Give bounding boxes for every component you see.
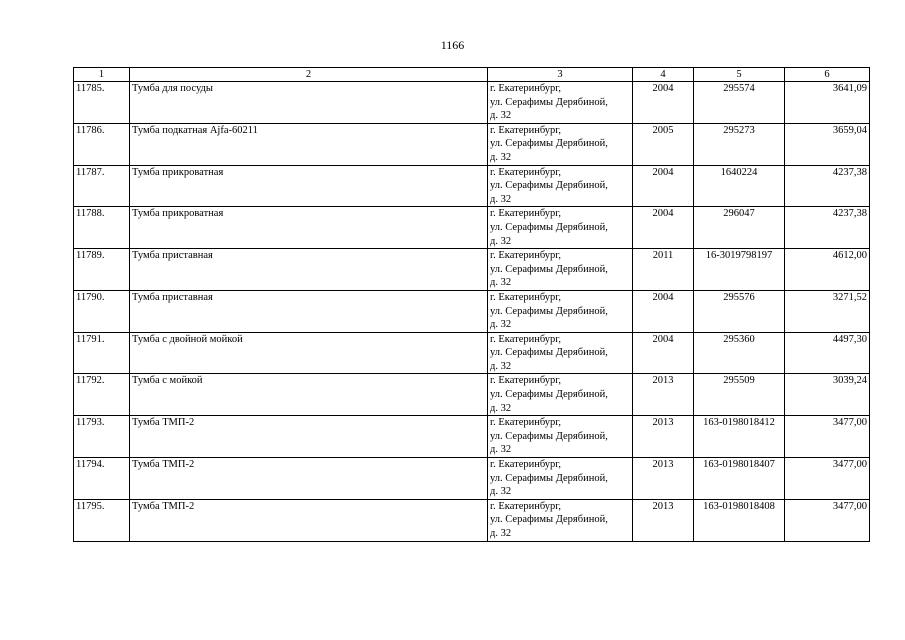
year-cell: 2011 xyxy=(633,249,694,291)
item-name-cell: Тумба для посуды xyxy=(130,82,488,124)
address-line: г. Екатеринбург, xyxy=(490,83,562,94)
row-number-cell: 11794. xyxy=(74,458,130,500)
address-line: ул. Серафимы Дерябиной, xyxy=(490,180,608,192)
cost-cell: 4497,30 xyxy=(785,332,870,374)
address-line: ул. Серафимы Дерябиной, xyxy=(490,221,608,233)
row-number-cell: 11793. xyxy=(74,416,130,458)
address-line: г. Екатеринбург, xyxy=(490,208,562,220)
address-line: д. 32 xyxy=(490,528,512,539)
table-row xyxy=(74,82,870,124)
inventory-number-cell: 295576 xyxy=(694,290,785,332)
address-line: д. 32 xyxy=(490,319,512,331)
address-line: г. Екатеринбург, xyxy=(490,124,562,136)
column-header-4: 4 xyxy=(633,68,694,82)
address-line: д. 32 xyxy=(490,360,512,372)
address-cell xyxy=(488,165,633,207)
inventory-number-cell: 295360 xyxy=(694,332,785,374)
address-cell xyxy=(488,458,633,500)
item-name-cell: Тумба с мойкой xyxy=(130,374,488,416)
table-row xyxy=(74,249,870,291)
year-cell: 2004 xyxy=(633,82,694,124)
row-number-cell: 11786. xyxy=(74,123,130,165)
row-number-cell: 11791. xyxy=(74,332,130,374)
year-cell: 2004 xyxy=(633,332,694,374)
year-cell: 2005 xyxy=(633,123,694,165)
inventory-number-cell: 295509 xyxy=(694,374,785,416)
inventory-number-cell: 163-0198018408 xyxy=(694,499,785,541)
address-line: ул. Серафимы Дерябиной, xyxy=(490,305,608,317)
address-line: ул. Серафимы Дерябиной, xyxy=(490,263,608,275)
address-line: ул. Серафимы Дерябиной, xyxy=(490,514,608,526)
address-line: г. Екатеринбург, xyxy=(490,459,562,471)
row-number-cell: 11792. xyxy=(74,374,130,416)
column-number-row xyxy=(74,68,870,82)
item-name-cell: Тумба подкатная Ajfa-60211 xyxy=(130,123,488,165)
address-cell xyxy=(488,123,633,165)
column-header-1: 1 xyxy=(74,68,130,82)
address-cell xyxy=(488,332,633,374)
item-name-cell: Тумба с двойной мойкой xyxy=(130,332,488,374)
cost-cell: 3039,24 xyxy=(785,374,870,416)
inventory-number-cell: 16-3019798197 xyxy=(694,249,785,291)
address-line: д. 32 xyxy=(490,193,512,205)
page-number: 1166 xyxy=(440,38,465,52)
row-number-cell: 11787. xyxy=(74,165,130,207)
address-line: г. Екатеринбург, xyxy=(490,250,562,262)
address-cell xyxy=(488,416,633,458)
year-cell: 2004 xyxy=(633,290,694,332)
item-name-cell: Тумба ТМП-2 xyxy=(130,458,488,500)
table-row xyxy=(74,499,870,541)
address-line: д. 32 xyxy=(490,110,512,122)
address-line: д. 32 xyxy=(490,402,512,414)
row-number-cell: 11788. xyxy=(74,207,130,249)
address-line: д. 32 xyxy=(490,486,512,498)
year-cell: 2004 xyxy=(633,207,694,249)
table-row xyxy=(74,374,870,416)
address-cell xyxy=(488,290,633,332)
cost-cell: 4612,00 xyxy=(785,249,870,291)
item-name-cell: Тумба приставная xyxy=(130,249,488,291)
inventory-number-cell: 163-0198018412 xyxy=(694,416,785,458)
item-name-cell: Тумба прикроватная xyxy=(130,207,488,249)
address-cell xyxy=(488,249,633,291)
address-cell xyxy=(488,207,633,249)
year-cell: 2004 xyxy=(633,165,694,207)
column-header-2: 2 xyxy=(130,68,488,82)
table-row xyxy=(74,207,870,249)
column-header-3: 3 xyxy=(488,68,633,82)
item-name-cell: Тумба приставная xyxy=(130,290,488,332)
address-line: г. Екатеринбург, xyxy=(490,291,562,303)
address-line: ул. Серафимы Дерябиной, xyxy=(490,347,608,359)
cost-cell: 3477,00 xyxy=(785,458,870,500)
address-line: ул. Серафимы Дерябиной, xyxy=(490,389,608,401)
inventory-number-cell: 295574 xyxy=(694,82,785,124)
address-line: д. 32 xyxy=(490,444,512,456)
address-line: д. 32 xyxy=(490,277,512,289)
cost-cell: 4237,38 xyxy=(785,165,870,207)
row-number-cell: 11790. xyxy=(74,290,130,332)
year-cell: 2013 xyxy=(633,458,694,500)
table-row xyxy=(74,332,870,374)
cost-cell: 3477,00 xyxy=(785,499,870,541)
year-cell: 2013 xyxy=(633,416,694,458)
item-name-cell: Тумба ТМП-2 xyxy=(130,499,488,541)
inventory-number-cell: 1640224 xyxy=(694,165,785,207)
address-line: ул. Серафимы Дерябиной, xyxy=(490,472,608,484)
address-line: г. Екатеринбург, xyxy=(490,500,562,512)
table-row xyxy=(74,123,870,165)
cost-cell: 4237,38 xyxy=(785,207,870,249)
year-cell: 2013 xyxy=(633,374,694,416)
cost-cell: 3659,04 xyxy=(785,123,870,165)
table-row xyxy=(74,290,870,332)
item-name-cell: Тумба прикроватная xyxy=(130,165,488,207)
address-line: г. Екатеринбург, xyxy=(490,333,562,345)
table-row xyxy=(74,458,870,500)
address-cell xyxy=(488,374,633,416)
property-registry-table xyxy=(73,67,870,542)
inventory-number-cell: 163-0198018407 xyxy=(694,458,785,500)
address-cell xyxy=(488,499,633,541)
row-number-cell: 11785. xyxy=(74,82,130,124)
column-header-6: 6 xyxy=(785,68,870,82)
year-cell: 2013 xyxy=(633,499,694,541)
address-line: г. Екатеринбург, xyxy=(490,375,562,387)
address-line: д. 32 xyxy=(490,235,512,247)
table-row xyxy=(74,416,870,458)
inventory-number-cell: 296047 xyxy=(694,207,785,249)
cost-cell: 3477,00 xyxy=(785,416,870,458)
row-number-cell: 11795. xyxy=(74,499,130,541)
table-row xyxy=(74,165,870,207)
address-line: ул. Серафимы Дерябиной, xyxy=(490,96,608,108)
cost-cell: 3641,09 xyxy=(785,82,870,124)
row-number-cell: 11789. xyxy=(74,249,130,291)
address-line: г. Екатеринбург, xyxy=(490,166,562,178)
address-line: д. 32 xyxy=(490,151,512,163)
item-name-cell: Тумба ТМП-2 xyxy=(130,416,488,458)
address-line: ул. Серафимы Дерябиной, xyxy=(490,430,608,442)
cost-cell: 3271,52 xyxy=(785,290,870,332)
inventory-number-cell: 295273 xyxy=(694,123,785,165)
address-line: ул. Серафимы Дерябиной, xyxy=(490,138,608,150)
address-cell xyxy=(488,82,633,124)
address-line: г. Екатеринбург, xyxy=(490,417,562,429)
column-header-5: 5 xyxy=(694,68,785,82)
